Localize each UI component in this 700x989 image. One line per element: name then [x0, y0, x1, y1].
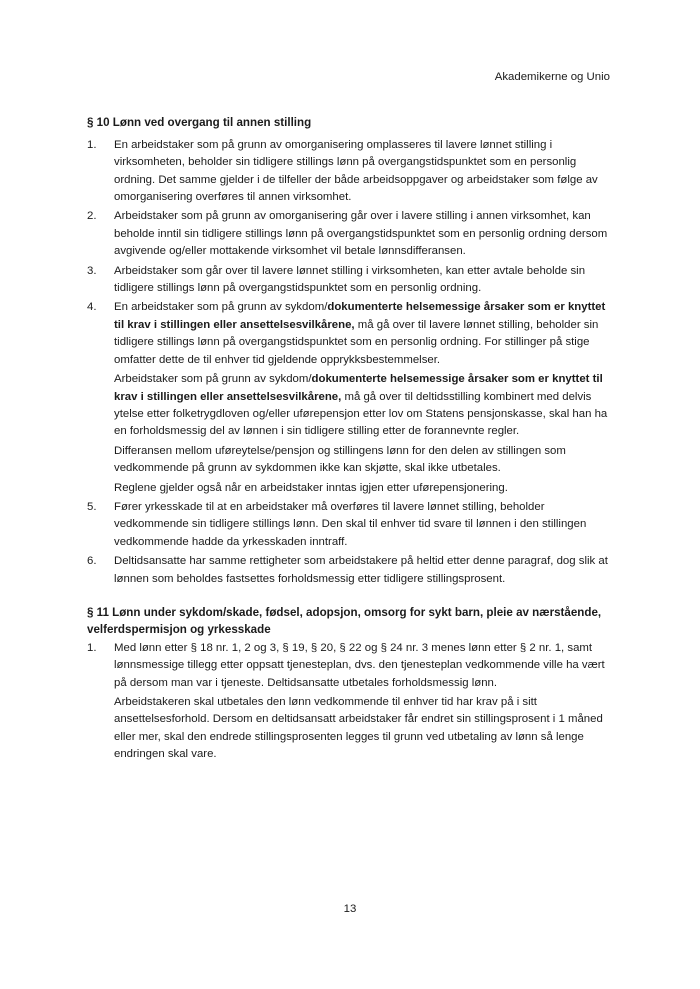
list-item-body: [114, 299, 610, 496]
paragraph: Deltidsansatte har samme rettigheter som arbeidstakere på heltid etter denne paragraf, dog slik at lønnen som beholdes fastsettes forholdsmessig etter tidligere stillingsprosent.: [114, 555, 608, 585]
list-item-s11-1: [87, 640, 610, 764]
text-run: Arbeidstaker som på grunn av sykdom/: [114, 373, 312, 386]
list-item-s10-5: [87, 499, 610, 551]
paragraph: Arbeidstaker som på grunn av omorganisering går over i lavere stilling i annen virksomhet, kan beholde inntil sin tidligere stillings lønn på overgangstidspunktet som en personlig ordning dersom avgivende og/eller mottakende virksomhet vil betale lønnsdifferansen.: [114, 210, 608, 258]
page-number: 13: [343, 903, 357, 915]
list-item-number: 3.: [87, 264, 97, 277]
text-run: må gå over til lavere lønnet stilling, beholder sin tidligere stillings lønn på overgangstidspunktet som en personlig ordning. For stillinger på stige omfatter dette de til enhver tid gjeldende opprykksbestemmelser.: [114, 318, 599, 366]
paragraph: Arbeidstaker som går over til lavere lønnet stilling i virksomheten, kan etter avtale beholde sin tidligere stillings lønn på overgangstidspunktet som en personlig ordning.: [114, 264, 586, 295]
text-run: En arbeidstaker som på grunn av sykdom/: [114, 301, 328, 314]
text-run: må gå over til deltidsstilling kombinert med delvis ytelse etter folketrygdloven og/eller uførepensjon etter lov om Statens pensjonskasse, skal han ha en forholdsmessig del av lønnen i sin tidligere stilling etter de forannevnte regler.: [114, 390, 608, 438]
section-10-heading: § 10 Lønn ved overgang til annen stilling: [87, 116, 312, 130]
paragraph: Med lønn etter § 18 nr. 1, 2 og 3, § 19, § 20, § 22 og § 24 nr. 3 menes lønn etter § 2 nr. 1, samt lønnsmessige tillegg etter oppsatt tjenesteplan, dvs. den tjenesteplan vedkommende ville ha vært på dersom man var i tjeneste. Deltidsansatte utbetales forholdsmessig lønn.: [114, 641, 605, 689]
list-item-number: 1.: [87, 138, 97, 151]
list-item-body: [114, 137, 610, 207]
list-item-body: [114, 499, 610, 551]
list-item-body: [114, 208, 610, 260]
paragraph: En arbeidstaker som på grunn av omorganisering omplasseres til lavere lønnet stilling i virksomheten, beholder sin tidligere stillings lønn på overgangstidspunktet som en personlig ordning. Det samme gjelder i de tilfeller der både arbeidsoppgaver og arbeidstaker som følge av omorganisering overføres til annen virksomhet.: [114, 138, 598, 204]
page-header: [87, 69, 610, 86]
paragraph: Differansen mellom uføreytelse/pensjon og stillingens lønn for den delen av stillingen som vedkommende på grunn av sykdommen ikke kan skjøtte, skal ikke utbetales.: [114, 444, 566, 475]
paragraph: Arbeidstakeren skal utbetales den lønn vedkommende til enhver tid har krav på i sitt ansettelsesforhold. Dersom en deltidsansatt arbeidstaker får endret sin stillingsprosent i 1 måned eller mer, skal den endrede stillingsprosenten legges til grunn ved utbetaling av lønn så lenge endringen skal vare.: [114, 696, 603, 761]
bold-text-run: dokumenterte helsemessige årsaker som er knyttet til krav i stillingen eller ansettelsesvilkårene,: [114, 301, 606, 331]
paragraph: Fører yrkesskade til at en arbeidstaker må overføres til lavere lønnet stilling, beholder vedkommende sin tidligere stillings lønn. Den skal til enhver tid svare til lønnen i den stillingen vedkommende hadde da yrkesskaden inntraff.: [114, 500, 587, 548]
section-11-heading: § 11 Lønn under sykdom/skade, fødsel, adopsjon, omsorg for sykt barn, pleie av nærstående, velferdspermisjon og yrkesskade: [87, 605, 602, 637]
list-item-s10-3: [87, 263, 610, 298]
list-item-number: 6.: [87, 555, 97, 568]
list-item-s10-1: [87, 137, 610, 207]
list-item-number: 2.: [87, 210, 97, 223]
bold-text-run: dokumenterte helsemessige årsaker som er knyttet til krav i stillingen eller ansettelsesvilkårene,: [114, 373, 603, 403]
list-item-s10-2: [87, 208, 610, 260]
list-item-s10-6: [87, 553, 610, 588]
paragraph: [114, 299, 610, 369]
list-item-number: 4.: [87, 301, 97, 314]
list-item-s10-4: [87, 299, 610, 496]
list-item-body: [114, 263, 610, 298]
paragraph: Reglene gjelder også når en arbeidstaker inntas igjen etter uførepensjonering.: [114, 481, 508, 494]
list-item-body: [114, 553, 610, 588]
list-item-body: [114, 640, 610, 764]
header-org-label: Akademikerne og Unio: [494, 71, 610, 83]
list-item-number: 5.: [87, 500, 97, 513]
paragraph: [114, 371, 610, 441]
list-item-number: 1.: [87, 641, 97, 654]
